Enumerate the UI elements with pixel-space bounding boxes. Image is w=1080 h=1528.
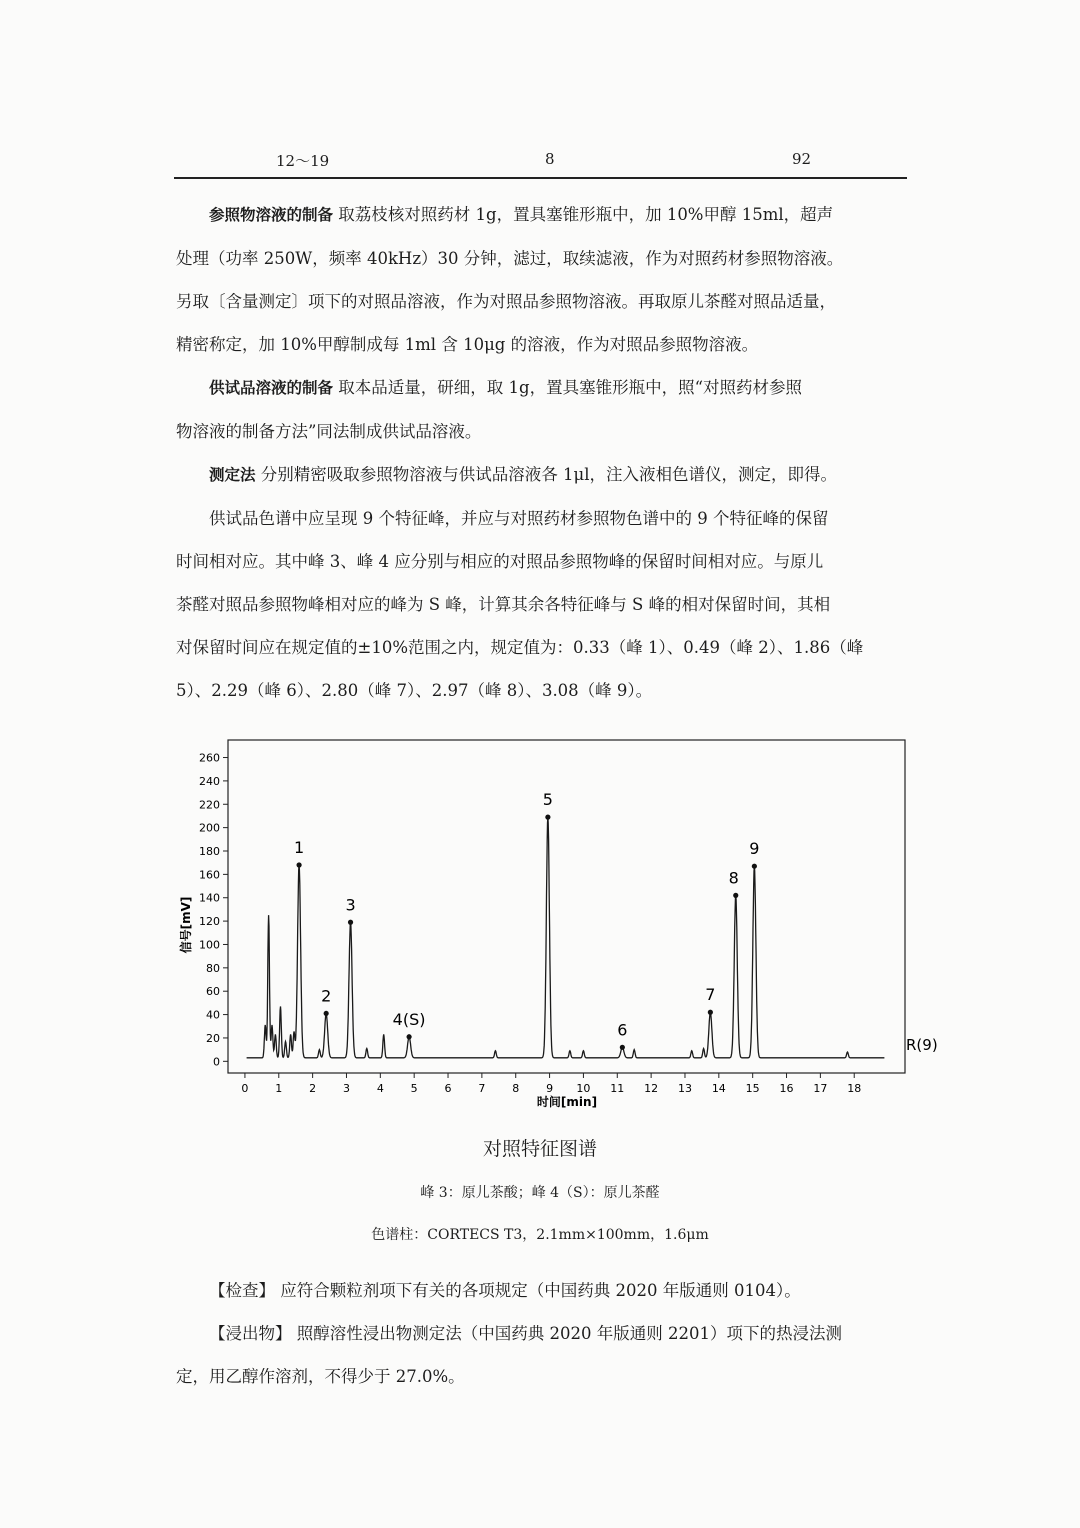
x-tick-label: 18: [847, 1082, 862, 1095]
y-tick-label: 220: [199, 798, 220, 812]
peak-marker: [348, 920, 353, 925]
y-tick-label: 260: [199, 751, 220, 765]
peak-label: 8: [728, 868, 739, 888]
y-tick-label: 180: [199, 845, 220, 858]
ref-prep-line2: 处理（功率 250W，频率 40kHz）30 分钟，滤过，取续滤液，作为对照药材参照物溶液。: [176, 249, 844, 268]
x-tick-label: 4: [376, 1082, 384, 1095]
trace-label: R(9): [906, 1036, 938, 1054]
chart-caption-title: 对照特征图谱: [482, 1138, 597, 1160]
x-tick-label: 0: [241, 1082, 249, 1095]
peak-label: 9: [749, 839, 760, 859]
ref-prep-line3: 另取〔含量测定〕项下的对照品溶液，作为对照品参照物溶液。再取原儿茶醛对照品适量，: [176, 292, 836, 311]
peak-label: 6: [617, 1020, 628, 1040]
method-paragraph: [176, 453, 928, 497]
x-tick-label: 8: [512, 1082, 520, 1095]
header-center: 8: [545, 150, 555, 168]
ref-prep-line1: 取荔枝核对照药材 1g，置具塞锥形瓶中，加 10%甲醇 15ml，超声: [338, 205, 834, 224]
y-tick-label: 20: [206, 1031, 220, 1045]
ref-prep-title: 参照物溶液的制备: [209, 206, 334, 224]
result-line3: 茶醛对照品参照物峰相对应的峰为 S 峰，计算其余各特征峰与 S 峰的相对保留时间，其相: [176, 595, 831, 614]
test-prep-line2: 物溶液的制备方法”同法制成供试品溶液。: [176, 422, 482, 441]
extract-title: 【浸出物】: [209, 1324, 292, 1343]
x-tick-label: 2: [309, 1082, 317, 1095]
inspection-text: 应符合颗粒剂项下有关的各项规定（中国药典 2020 年版通则 0104）。: [280, 1281, 801, 1300]
test-prep-title: 供试品溶液的制备: [209, 379, 334, 397]
peak-label: 2: [321, 986, 332, 1006]
chart-caption-column: 色谱柱：CORTECS T3，2.1mm×100mm，1.6μm: [371, 1227, 709, 1243]
y-tick-label: 80: [206, 961, 220, 975]
inspection-paragraph: [176, 1269, 928, 1312]
peak-label: 1: [293, 838, 305, 858]
y-tick-label: 140: [199, 891, 220, 905]
x-tick-label: 3: [342, 1082, 350, 1095]
chromatogram-trace: [247, 817, 885, 1058]
peak-marker: [545, 815, 550, 820]
extract-paragraph: [176, 1312, 928, 1355]
peak-marker: [620, 1045, 625, 1050]
x-tick-label: 14: [711, 1082, 726, 1095]
result-line1: 供试品色谱中应呈现 9 个特征峰，并应与对照药材参照物色谱中的 9 个特征峰的保留: [209, 509, 829, 528]
inspection-title: 【检查】: [209, 1281, 275, 1300]
y-axis-label: 信号[mV]: [179, 896, 193, 954]
method-title: 测定法: [209, 466, 256, 484]
y-tick-label: 0: [213, 1055, 220, 1069]
y-tick-label: 160: [199, 868, 220, 882]
y-tick-label: 200: [199, 821, 220, 835]
header-right: 92: [792, 150, 812, 168]
body-text: [176, 193, 928, 712]
extract-line1: 照醇溶性浸出物测定法（中国药典 2020 年版通则 2201）项下的热浸法测: [296, 1324, 842, 1343]
x-tick-label: 9: [546, 1082, 554, 1095]
peak-label: 5: [542, 790, 553, 810]
x-tick-label: 13: [677, 1082, 692, 1095]
plot-frame: [228, 740, 905, 1073]
ref-prep-line4: 精密称定，加 10%甲醇制成每 1ml 含 10μg 的溶液，作为对照品参照物溶液。: [176, 335, 759, 354]
y-tick-label: 240: [199, 774, 220, 788]
ref-prep-paragraph: [176, 193, 928, 237]
x-tick-label: 7: [478, 1082, 486, 1095]
extract-line2: 定，用乙醇作溶剂，不得少于 27.0%。: [176, 1367, 465, 1386]
peak-label: 4(S): [392, 1009, 426, 1029]
x-tick-label: 16: [779, 1082, 794, 1095]
x-tick-label: 10: [576, 1082, 591, 1095]
peak-label: 3: [345, 895, 356, 915]
header-rule: [174, 177, 907, 179]
y-axis: [199, 752, 228, 1069]
x-axis: [241, 1073, 861, 1095]
peak-marker: [296, 862, 301, 867]
peak-marker: [752, 864, 757, 869]
peak-marker: [708, 1010, 713, 1015]
x-tick-label: 17: [813, 1082, 828, 1095]
peak-marker: [733, 893, 738, 898]
x-tick-label: 11: [610, 1082, 625, 1095]
inspection-section: [176, 1269, 928, 1398]
x-tick-label: 5: [410, 1082, 418, 1095]
peak-markers: [294, 790, 759, 1050]
x-axis-label: 时间[min]: [536, 1095, 598, 1109]
result-line4: 对保留时间应在规定值的±10%范围之内，规定值为：0.33（峰 1）、0.49（峰 2）、1.86（峰: [176, 638, 864, 657]
test-prep-line1: 取本品适量，研细，取 1g，置具塞锥形瓶中，照“对照药材参照: [338, 378, 803, 397]
peak-label: 7: [705, 985, 716, 1005]
test-prep-paragraph: [176, 366, 928, 410]
chart-caption-peaks: 峰 3：原儿茶酸；峰 4（S）：原儿茶醛: [420, 1185, 660, 1201]
x-tick-label: 12: [644, 1082, 659, 1095]
x-tick-label: 1: [275, 1082, 283, 1095]
x-tick-label: 15: [745, 1082, 760, 1095]
result-line2: 时间相对应。其中峰 3、峰 4 应分别与相应的对照品参照物峰的保留时间相对应。与原儿: [176, 552, 824, 571]
header-left: 12～19: [276, 152, 330, 170]
chromatogram-chart: [170, 730, 938, 1115]
method-line1: 分别精密吸取参照物溶液与供试品溶液各 1μl，注入液相色谱仪，测定，即得。: [260, 465, 838, 484]
x-tick-label: 6: [444, 1082, 452, 1095]
peak-marker: [324, 1011, 329, 1016]
peak-marker: [406, 1034, 411, 1039]
y-tick-label: 100: [199, 938, 220, 952]
result-line5: 5）、2.29（峰 6）、2.80（峰 7）、2.97（峰 8）、3.08（峰 9）。: [176, 681, 653, 700]
y-tick-label: 40: [206, 1008, 220, 1022]
y-tick-label: 60: [206, 985, 220, 999]
y-tick-label: 120: [199, 915, 220, 929]
